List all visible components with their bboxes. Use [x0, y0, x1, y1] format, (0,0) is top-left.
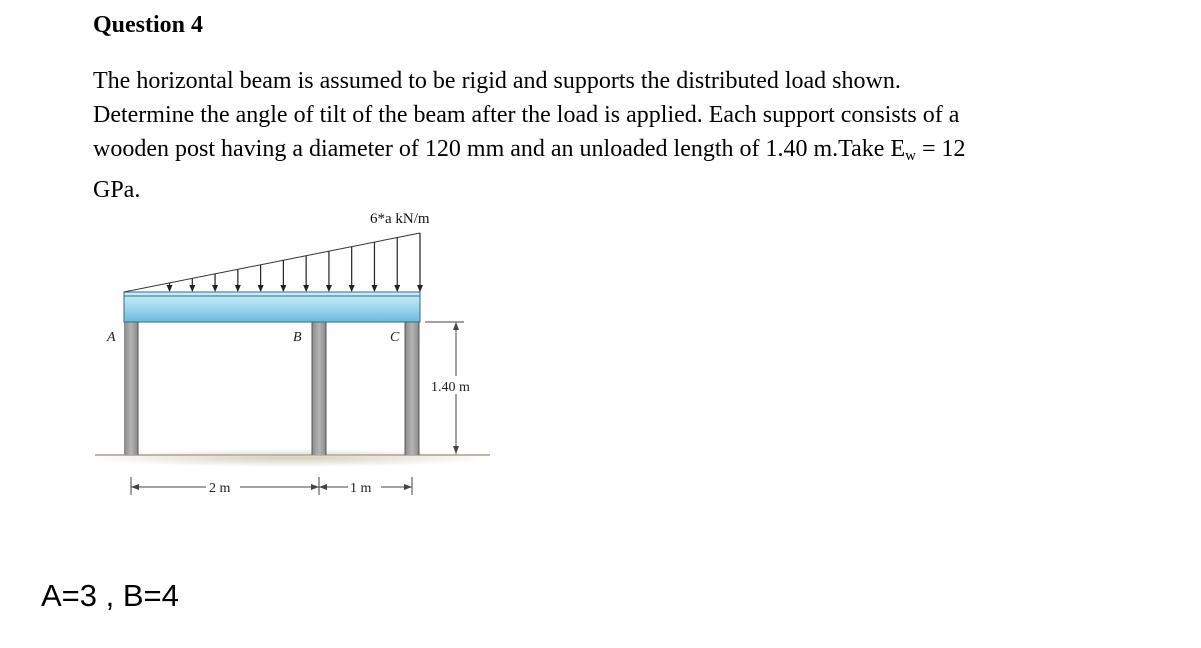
given-values: A=3 , B=4: [41, 578, 179, 613]
statement-line-4: GPa.: [93, 177, 141, 203]
distributed-load: [124, 233, 420, 292]
span-label-ab: 2 m: [209, 481, 231, 496]
load-arrow: [394, 238, 400, 292]
load-arrow: [417, 233, 423, 292]
load-arrow: [349, 247, 355, 292]
modulus-subscript: w: [905, 148, 916, 164]
post-c: [405, 322, 419, 455]
span-label-bc: 1 m: [350, 481, 372, 496]
load-arrows: [167, 233, 423, 292]
load-arrow: [258, 265, 264, 292]
support-label-a: A: [107, 330, 116, 345]
load-arrow: [189, 278, 195, 292]
beam-figure: [80, 200, 510, 510]
statement-line-3-text: wooden post having a diameter of 120 mm and an unloaded length of 1.40 m.Take E: [93, 136, 906, 162]
support-label-b: B: [293, 330, 302, 345]
load-arrow: [235, 269, 241, 292]
load-arrow: [371, 242, 377, 292]
load-label: 6*a kN/m: [370, 211, 430, 227]
ground: [85, 449, 495, 467]
post-a: [124, 322, 138, 455]
statement-line-3-end: = 12: [915, 136, 966, 162]
load-arrow: [167, 283, 173, 292]
load-arrow: [212, 274, 218, 292]
statement-line-1: The horizontal beam is assumed to be rigid and supports the distributed load shown.: [93, 68, 901, 94]
support-label-c: C: [390, 330, 400, 345]
beam-diagram: [80, 200, 510, 510]
question-title: Question 4: [93, 12, 204, 38]
statement-line-3: [93, 132, 1153, 173]
load-arrow: [280, 260, 286, 292]
post-b: [312, 322, 326, 455]
load-arrow: [326, 251, 332, 292]
problem-statement: [93, 64, 1153, 207]
height-label: 1.40 m: [431, 380, 470, 395]
load-arrow: [303, 256, 309, 292]
rigid-beam: [124, 292, 420, 322]
statement-line-2: Determine the angle of tilt of the beam after the load is applied. Each support consists of a: [93, 102, 960, 128]
